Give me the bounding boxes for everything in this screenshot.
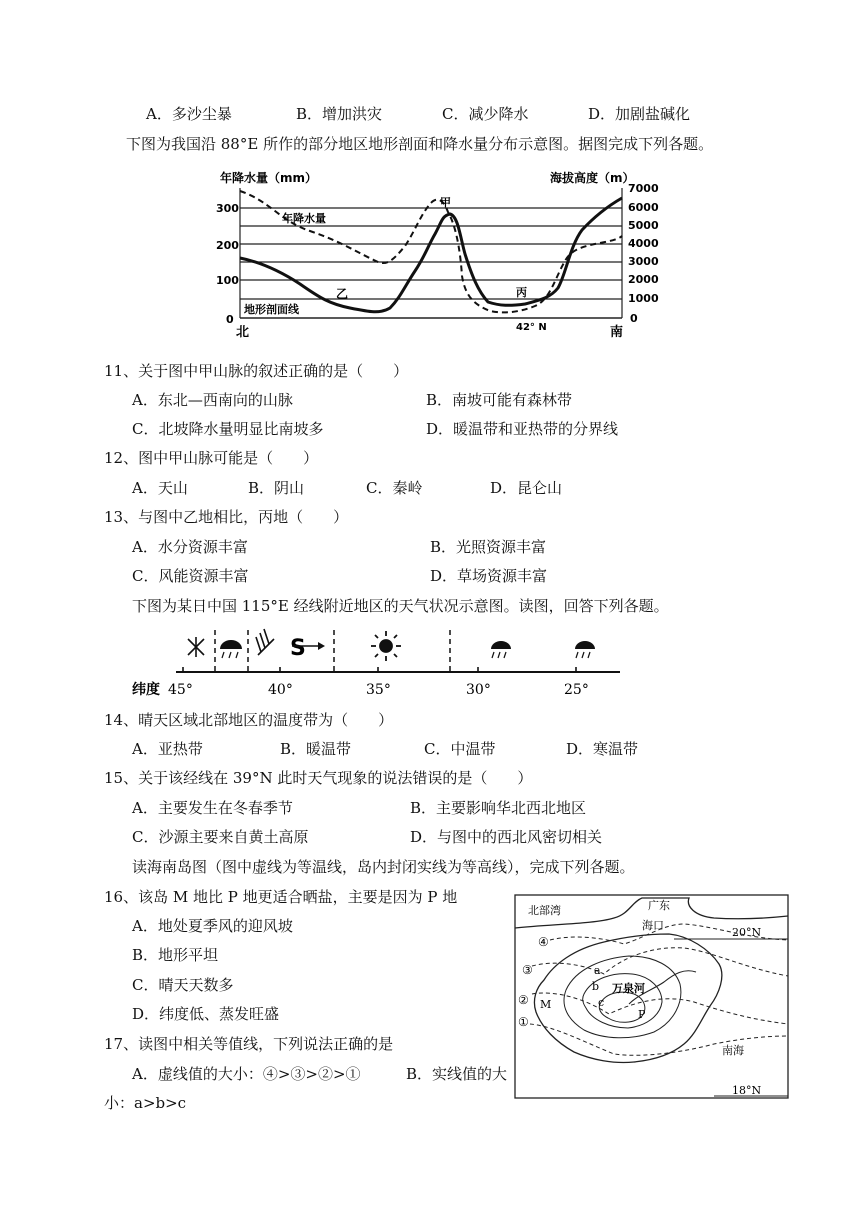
- lat-tick: 45°: [168, 682, 193, 698]
- q10-option-a: A．多沙尘暴: [146, 105, 232, 123]
- q16-option-b: B．地形平坦: [132, 946, 219, 964]
- label-yi: 乙: [336, 287, 349, 301]
- q10-option-b: B．增加洪灾: [296, 105, 383, 123]
- q16-option-a: A．地处夏季风的迎风坡: [132, 917, 293, 935]
- rain-icon: [575, 641, 595, 658]
- label-jia: 甲: [440, 196, 451, 209]
- svg-text:S: S: [290, 636, 306, 661]
- isotherm-4-label: ④: [538, 935, 549, 949]
- left-tick: 200: [216, 239, 239, 252]
- hainan-map-figure: [514, 894, 790, 1100]
- left-axis-title: 年降水量（mm）: [220, 171, 318, 185]
- lat-tick: 25°: [564, 682, 589, 698]
- right-tick: 2000: [628, 273, 659, 286]
- snow-icon: [188, 637, 204, 657]
- latitude-axis-label: 纬度: [132, 682, 160, 698]
- contour-a-label: a: [594, 964, 601, 977]
- q12-option-d: D．昆仑山: [490, 479, 563, 497]
- intro-paragraph-1: 下图为我国沿 88°E 所作的部分地区地形剖面和降水量分布示意图。据图完成下列各题。: [126, 135, 714, 153]
- q14-option-d: D．寒温带: [566, 740, 639, 758]
- sun-icon: [371, 631, 401, 661]
- guangdong-label: 广东: [648, 899, 670, 912]
- terrain-precipitation-figure: [210, 166, 660, 348]
- contour-b-label: b: [592, 980, 600, 993]
- label-south: 南: [610, 325, 624, 340]
- right-tick: 5000: [628, 219, 659, 232]
- label-north: 北: [236, 325, 250, 340]
- point-p-label: P: [638, 1008, 646, 1021]
- q16-option-c: C．晴天天数多: [132, 976, 234, 994]
- rain-icon: [491, 641, 511, 658]
- q10-option-d: D．加剧盐碱化: [588, 105, 691, 123]
- right-tick: 4000: [628, 237, 659, 250]
- river-label: 万泉河: [612, 982, 645, 995]
- q17-option-b: B．实线值的大: [406, 1065, 508, 1083]
- haikou-label: 海口: [642, 919, 664, 932]
- label-bing: 丙: [516, 286, 527, 299]
- q11-option-b: B．南坡可能有森林带: [426, 391, 573, 409]
- q16-option-d: D．纬度低、蒸发旺盛: [132, 1005, 280, 1023]
- right-tick: 6000: [628, 201, 659, 214]
- q13-option-d: D．草场资源丰富: [430, 567, 548, 585]
- point-m-label: M: [540, 998, 552, 1011]
- q13-option-c: C．风能资源丰富: [132, 567, 249, 585]
- q17-option-b-cont: 小：a>b>c: [104, 1094, 187, 1112]
- isotherm-2-label: ②: [518, 993, 529, 1007]
- q15-stem: 15、关于该经线在 39°N 此时天气现象的说法错误的是（ ）: [104, 769, 533, 787]
- left-tick: 300: [216, 202, 239, 215]
- q14-option-a: A．亚热带: [132, 740, 203, 758]
- q13-stem: 13、与图中乙地相比，丙地（ ）: [104, 508, 349, 526]
- left-tick: 0: [226, 313, 234, 326]
- lat-tick: 30°: [466, 682, 491, 698]
- lat-tick: 40°: [268, 682, 293, 698]
- right-tick: 1000: [628, 292, 659, 305]
- nanhai-label: 南海: [722, 1044, 744, 1057]
- q12-stem: 12、图中甲山脉可能是（ ）: [104, 449, 319, 467]
- q10-option-c: C．减少降水: [442, 105, 529, 123]
- q13-option-a: A．水分资源丰富: [132, 538, 248, 556]
- q11-stem: 11、关于图中甲山脉的叙述正确的是（ ）: [104, 362, 409, 380]
- q11-option-c: C．北坡降水量明显比南坡多: [132, 420, 324, 438]
- q12-option-a: A．天山: [132, 479, 188, 497]
- cloud-sleet-icon: [220, 640, 242, 658]
- precipitation-line: [240, 191, 622, 312]
- q15-option-d: D．与图中的西北风密切相关: [410, 828, 603, 846]
- lat18-label: 18°N: [732, 1084, 762, 1097]
- lat20-label: 20°N: [732, 926, 762, 939]
- q15-option-a: A．主要发生在冬春季节: [132, 799, 293, 817]
- right-tick: 7000: [628, 182, 659, 195]
- weather-transect-figure: [128, 625, 628, 700]
- precip-label: 年降水量: [282, 212, 326, 225]
- q12-option-c: C．秦岭: [366, 479, 423, 497]
- q16-stem: 16、该岛 M 地比 P 地更适合晒盐，主要是因为 P 地: [104, 888, 458, 906]
- right-tick: 0: [630, 312, 638, 325]
- beibuwan-label: 北部湾: [528, 904, 561, 917]
- q14-option-c: C．中温带: [424, 740, 496, 758]
- q12-option-b: B．阴山: [248, 479, 305, 497]
- q14-stem: 14、晴天区域北部地区的温度带为（ ）: [104, 711, 394, 729]
- contour-c-label: c: [598, 996, 605, 1009]
- isotherm-1-label: ①: [518, 1015, 529, 1029]
- intro-paragraph-3: 读海南岛图（图中虚线为等温线，岛内封闭实线为等高线），完成下列各题。: [132, 858, 635, 876]
- q17-option-a: A．虚线值的大小：④>③>②>①: [132, 1065, 361, 1083]
- right-axis-title: 海拔高度（m）: [550, 171, 635, 185]
- lat-tick: 35°: [366, 682, 391, 698]
- right-tick: 3000: [628, 255, 659, 268]
- wind-barb-icon: [256, 629, 274, 655]
- q15-option-b: B．主要影响华北西北地区: [410, 799, 587, 817]
- q14-option-b: B．暖温带: [280, 740, 352, 758]
- q11-option-d: D．暖温带和亚热带的分界线: [426, 420, 619, 438]
- q17-stem: 17、读图中相关等值线，下列说法正确的是: [104, 1035, 394, 1053]
- intro-paragraph-2: 下图为某日中国 115°E 经线附近地区的天气状况示意图。读图，回答下列各题。: [132, 597, 669, 615]
- q15-option-c: C．沙源主要来自黄土高原: [132, 828, 309, 846]
- label-lat: 42° N: [516, 322, 547, 333]
- profile-label: 地形剖面线: [244, 303, 299, 316]
- sandstorm-icon: [290, 636, 325, 661]
- q11-option-a: A．东北—西南向的山脉: [132, 391, 293, 409]
- left-tick: 100: [216, 274, 239, 287]
- q13-option-b: B．光照资源丰富: [430, 538, 547, 556]
- isotherm-3-label: ③: [522, 963, 533, 977]
